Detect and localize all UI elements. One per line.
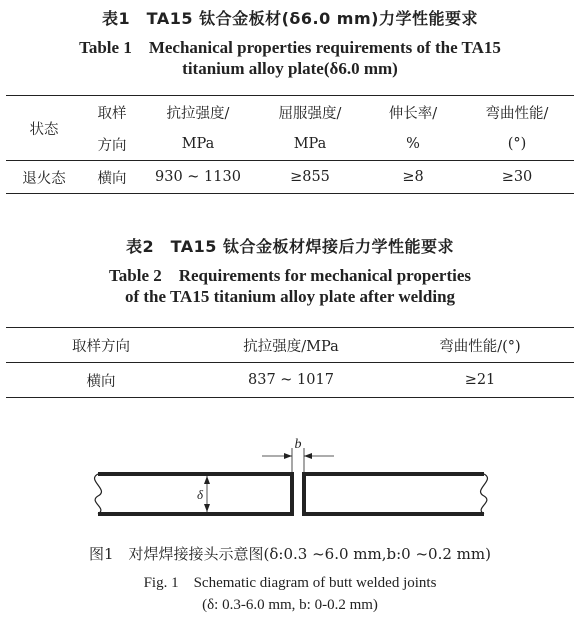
table1-title-en-line2: titanium alloy plate(δ6.0 mm) [182, 59, 398, 78]
table1-header-row1 [6, 96, 574, 129]
table1-cell-elong: ≥8 [402, 169, 424, 185]
table2-header-tensile: 抗拉强度/MPa [243, 338, 339, 355]
table1-title-cn: 表1 TA15 钛合金板材(δ6.0 mm)力学性能要求 [102, 9, 478, 28]
table1-cell-tensile: 930 ~ 1130 [155, 169, 241, 185]
table1-header-row2 [6, 128, 574, 161]
table2-title-cn: 表2 TA15 钛合金板材焊接后力学性能要求 [125, 237, 455, 256]
figure1-caption-en-line1: Fig. 1 Schematic diagram of butt welded joints [143, 575, 437, 591]
table1-header-bend-line1: 弯曲性能/ [485, 105, 549, 122]
table1-header-yield-line1: 屈服强度/ [278, 105, 342, 122]
table1-header-elong-line2: % [406, 136, 420, 152]
table2-header-direction: 取样方向 [72, 338, 130, 355]
table1 [6, 95, 574, 194]
table1-header-state: 状态 [29, 121, 59, 138]
table2-cell-bend: ≥21 [464, 372, 496, 388]
gap-arrow-right [304, 453, 312, 459]
table1-header-tensile-line1: 抗拉强度/ [166, 105, 230, 122]
left-break-line [95, 474, 102, 514]
table1-header-elong-line1: 伸长率/ [388, 105, 438, 122]
figure1-caption-en-line2: (δ: 0.3-6.0 mm, b: 0-0.2 mm) [202, 597, 378, 613]
table2-header-row [6, 328, 574, 363]
thickness-arrow-bottom [204, 504, 210, 512]
table1-header-bend-line2: (°) [507, 136, 527, 152]
table2-title-en-line2: of the TA15 titanium alloy plate after welding [124, 287, 456, 306]
right-break-line [481, 474, 488, 514]
table1-title-en-line1: Table 1 Mechanical properties requirements of the TA15 [79, 38, 501, 57]
thickness-arrow-top [204, 476, 210, 484]
table1-header-direction-line1: 取样 [97, 105, 127, 122]
table2-title-en-line1: Table 2 Requirements for mechanical properties [108, 266, 471, 285]
table1-header-yield-line2: MPa [293, 136, 327, 152]
figure1-caption-cn: 图1 对焊焊接接头示意图(δ:0.3 ~6.0 mm,b:0 ~0.2 mm) [89, 545, 491, 563]
table1-cell-direction: 横向 [97, 170, 127, 187]
table2-cell-tensile: 837 ~ 1017 [248, 372, 334, 388]
gap-arrow-left [284, 453, 292, 459]
gap-label-b: b [294, 437, 302, 452]
table1-cell-bend: ≥30 [501, 169, 533, 185]
table1-cell-yield: ≥855 [290, 169, 330, 185]
table1-cell-state: 退火态 [22, 170, 66, 187]
table2-data-row [6, 363, 574, 398]
table2 [6, 327, 574, 398]
butt-joint-diagram [0, 432, 580, 532]
table2-header-bend: 弯曲性能/(°) [439, 338, 521, 355]
table1-header-direction-line2: 方向 [97, 137, 127, 154]
table1-data-row [6, 161, 574, 194]
right-plate [304, 474, 484, 514]
thickness-label-delta: δ [196, 487, 204, 502]
left-plate [98, 474, 292, 514]
table1-header-tensile-line2: MPa [181, 136, 215, 152]
table2-cell-direction: 横向 [86, 373, 116, 390]
